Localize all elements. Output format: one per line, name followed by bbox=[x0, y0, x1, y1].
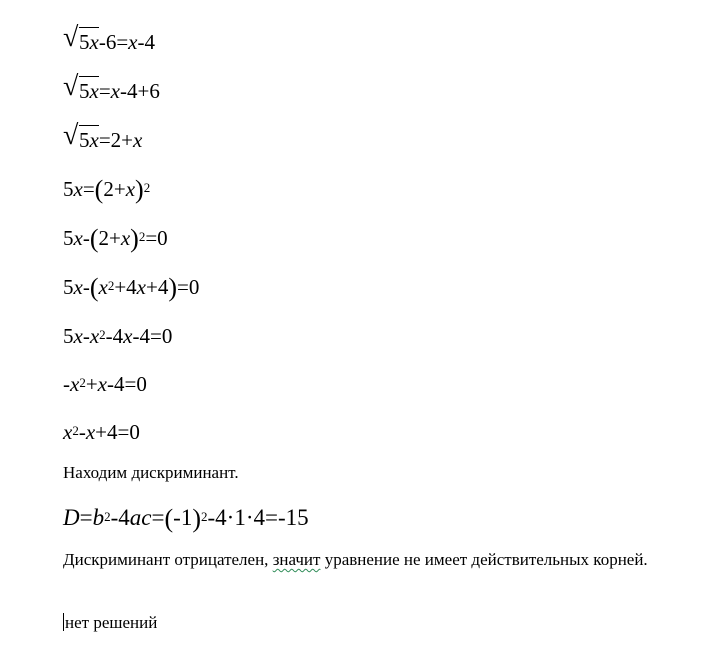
radicand-number: 5 bbox=[79, 79, 90, 103]
open-paren: ( bbox=[89, 273, 99, 302]
equation-part: =0 bbox=[149, 324, 173, 348]
variable: ac bbox=[129, 505, 152, 530]
conclusion-text: уравнение не имеет действительных корней. bbox=[320, 550, 648, 569]
grammar-flagged-word[interactable]: значит bbox=[272, 550, 321, 569]
radicand-number: 5 bbox=[79, 30, 90, 54]
equation-line-2 bbox=[63, 71, 160, 105]
exponent: 2 bbox=[143, 180, 151, 195]
variable: D bbox=[63, 505, 80, 530]
equation-part: =0 bbox=[117, 420, 140, 444]
equation-part: - bbox=[63, 372, 70, 396]
equation-part: 5 bbox=[63, 226, 74, 250]
equation-part: =2+ bbox=[98, 128, 134, 152]
radical-sign-icon: √ bbox=[63, 71, 79, 102]
equation-line-8 bbox=[63, 369, 147, 398]
square-root bbox=[63, 22, 99, 56]
radicand-variable: x bbox=[89, 79, 99, 103]
variable: x bbox=[123, 324, 133, 348]
equation-part: - bbox=[82, 324, 90, 348]
open-paren: ( bbox=[164, 504, 174, 533]
open-paren: ( bbox=[89, 224, 99, 253]
equation-part: =0 bbox=[177, 275, 200, 299]
equation-part: - bbox=[82, 275, 90, 299]
equation-part: -4 bbox=[110, 505, 130, 530]
exponent: 2 bbox=[104, 509, 111, 524]
variable: x bbox=[120, 226, 131, 250]
equation-line-3 bbox=[63, 120, 143, 154]
equation-part: +4 bbox=[114, 275, 137, 299]
exponent: 2 bbox=[72, 423, 79, 438]
variable: x bbox=[73, 324, 83, 348]
variable: b bbox=[92, 505, 105, 530]
equation-part: = bbox=[98, 79, 111, 103]
variable: x bbox=[63, 420, 73, 444]
variable: x bbox=[73, 226, 83, 250]
variable: x bbox=[73, 177, 83, 201]
equation-part: + bbox=[85, 372, 98, 396]
equation-part: = bbox=[151, 505, 165, 530]
equation-line-9 bbox=[63, 417, 140, 446]
equation-part: -4+6 bbox=[120, 79, 160, 103]
answer-text: нет решений bbox=[65, 613, 158, 632]
exponent: 2 bbox=[201, 509, 208, 524]
variable: x bbox=[70, 372, 80, 396]
equation-part: -6= bbox=[98, 30, 129, 54]
radical-sign-icon: √ bbox=[63, 22, 79, 53]
equation-part: -1 bbox=[173, 505, 193, 530]
text-cursor bbox=[63, 613, 64, 631]
equation-part: 5 bbox=[63, 275, 74, 299]
equation-part: =0 bbox=[145, 226, 168, 250]
equation-part: -4 bbox=[132, 324, 150, 348]
close-paren: ) bbox=[168, 273, 178, 302]
discriminant-formula bbox=[63, 503, 309, 532]
equation-part: = bbox=[82, 177, 95, 201]
equation-part: -4·1·4=-15 bbox=[207, 505, 309, 530]
close-paren: ) bbox=[192, 504, 201, 533]
paragraph-answer[interactable] bbox=[63, 612, 663, 634]
square-root bbox=[63, 120, 99, 154]
equation-part: +4 bbox=[95, 420, 118, 444]
variable: x bbox=[136, 275, 146, 299]
paragraph-conclusion bbox=[63, 549, 663, 571]
equation-part: +4 bbox=[146, 275, 169, 299]
conclusion-text: Дискриминант отрицателен, bbox=[63, 550, 273, 569]
exponent: 2 bbox=[107, 278, 115, 293]
radicand-variable: x bbox=[89, 30, 99, 54]
variable: x bbox=[128, 30, 138, 54]
exponent: 2 bbox=[99, 327, 106, 342]
radicand-variable: x bbox=[89, 128, 99, 152]
equation-part: 2+ bbox=[98, 226, 121, 250]
radical-sign-icon: √ bbox=[63, 120, 79, 151]
exponent: 2 bbox=[79, 375, 86, 390]
open-paren: ( bbox=[94, 175, 104, 204]
equation-line-7 bbox=[63, 321, 172, 350]
variable: x bbox=[98, 275, 108, 299]
close-paren: ) bbox=[130, 224, 139, 253]
equation-part: - bbox=[78, 420, 86, 444]
equation-line-4 bbox=[63, 174, 150, 203]
equation-part: = bbox=[79, 505, 93, 530]
equation-part: 2+ bbox=[103, 177, 126, 201]
equation-line-5 bbox=[63, 223, 168, 252]
equation-part: -4 bbox=[137, 30, 155, 54]
variable: x bbox=[110, 79, 120, 103]
equation-part: - bbox=[82, 226, 90, 250]
variable: x bbox=[89, 324, 100, 348]
equation-part: =0 bbox=[124, 372, 147, 396]
variable: x bbox=[85, 420, 96, 444]
equation-line-6 bbox=[63, 272, 199, 301]
variable: x bbox=[73, 275, 83, 299]
variable: x bbox=[125, 177, 136, 201]
equation-part: 5 bbox=[63, 177, 74, 201]
variable: x bbox=[133, 128, 143, 152]
equation-part: 5 bbox=[63, 324, 74, 348]
variable: x bbox=[97, 372, 107, 396]
equation-part: -4 bbox=[107, 372, 125, 396]
close-paren: ) bbox=[135, 175, 144, 204]
paragraph-find-discriminant: Находим дискриминант. bbox=[63, 463, 239, 482]
equation-part: -4 bbox=[105, 324, 124, 348]
radicand-number: 5 bbox=[79, 128, 90, 152]
equation-line-1 bbox=[63, 22, 155, 56]
exponent: 2 bbox=[138, 229, 146, 244]
square-root bbox=[63, 71, 99, 105]
